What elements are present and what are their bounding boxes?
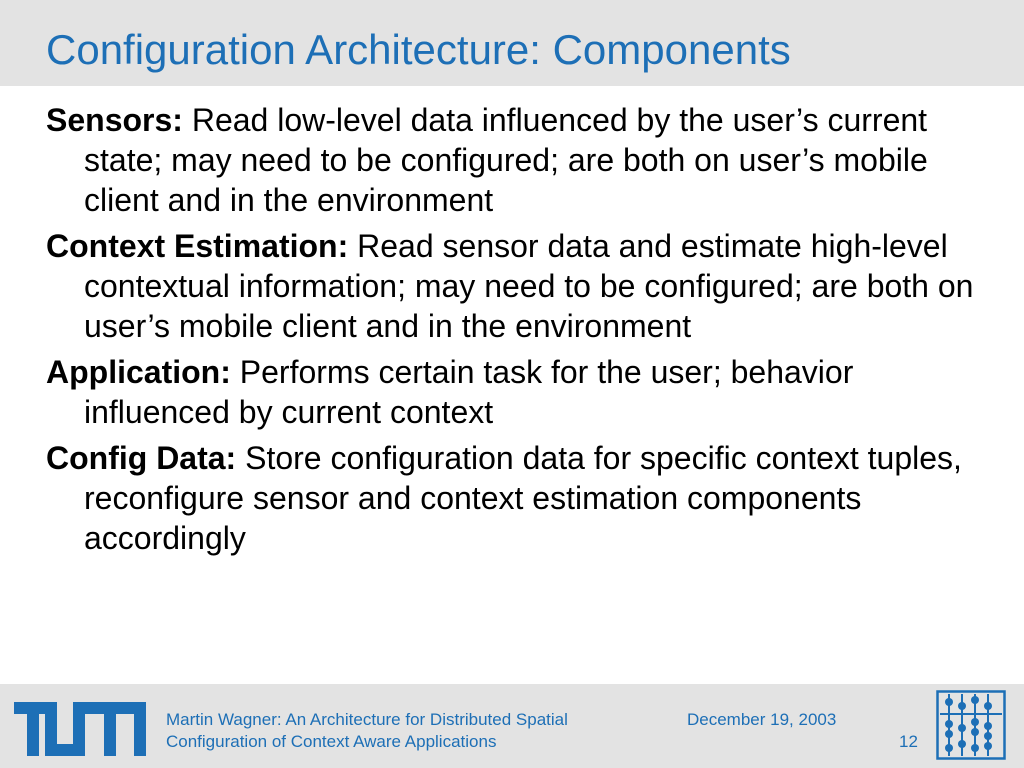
footer-presentation-title-line2: Configuration of Context Aware Applications [166,732,497,751]
definition-term: Context Estimation: [46,228,349,264]
slide-title: Configuration Architecture: Components [46,26,791,73]
definition-item-config-data [46,438,996,558]
definition-term: Application: [46,354,231,390]
definition-item-sensors [46,100,996,220]
footer-date: December 19, 2003 [687,710,837,729]
definition-term: Sensors: [46,102,183,138]
footer-page-number: 12 [899,732,918,751]
seal-logo-icon [936,690,1006,760]
definition-text: Read sensor data and estimate high-level contextual information; may need to be configured; are both on user’s mobile client and in the environment [84,228,974,344]
definition-item-context-estimation [46,226,996,346]
definition-term: Config Data: [46,440,237,476]
tum-logo-icon [14,702,146,756]
slide-content [46,100,996,564]
definition-text: Read low-level data influenced by the user’s current state; may need to be configured; are both on user’s mobile client and in the environment [84,102,928,218]
definition-text: Store configuration data for specific context tuples, reconfigure sensor and context estimation components accordingly [84,440,962,556]
definition-text: Performs certain task for the user; behavior influenced by current context [84,354,854,430]
definition-item-application [46,352,996,432]
footer-presentation-title-line1: Martin Wagner: An Architecture for Distributed Spatial [166,710,568,729]
